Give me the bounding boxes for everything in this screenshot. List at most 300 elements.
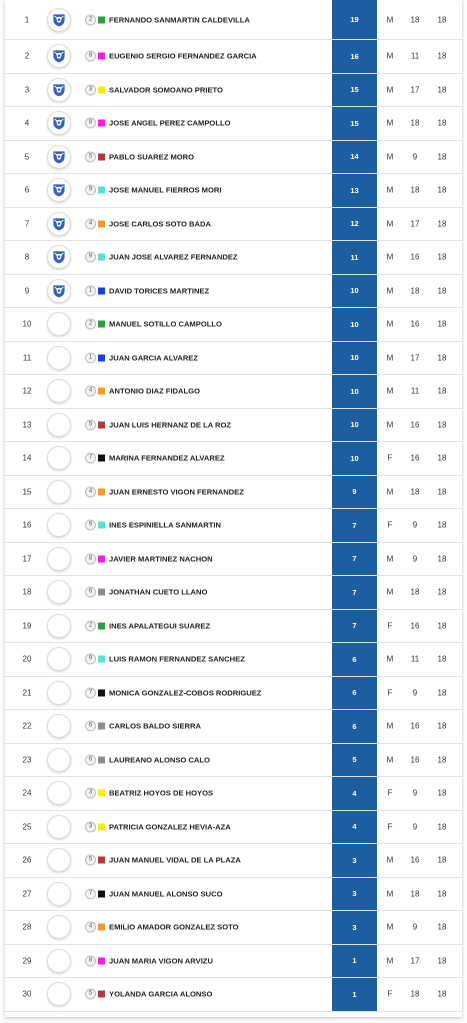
group-color-swatch bbox=[98, 756, 105, 763]
player-name[interactable]: JUAN GARCIA ALVAREZ bbox=[109, 353, 199, 363]
table-row[interactable] bbox=[5, 576, 462, 610]
club-logo-avatar bbox=[47, 748, 71, 772]
group-color-swatch bbox=[98, 790, 105, 797]
table-row[interactable] bbox=[5, 878, 462, 912]
group-color-swatch bbox=[98, 53, 105, 60]
column-value-2: 18 bbox=[437, 755, 447, 765]
score-cell: 6 bbox=[332, 643, 377, 676]
column-value-2: 18 bbox=[437, 788, 447, 798]
club-logo-avatar bbox=[47, 848, 71, 872]
column-value-2: 18 bbox=[437, 51, 447, 61]
table-row[interactable] bbox=[5, 308, 462, 342]
group-badge: 9 bbox=[85, 252, 96, 263]
table-row[interactable] bbox=[5, 610, 462, 644]
column-value-2: 18 bbox=[437, 487, 447, 497]
column-value-1: 16 bbox=[410, 721, 420, 731]
player-name[interactable]: JUAN MANUEL VIDAL DE LA PLAZA bbox=[109, 855, 241, 865]
club-crest-icon bbox=[51, 115, 67, 131]
table-row[interactable] bbox=[5, 643, 462, 677]
player-name[interactable]: INES APALATEGUI SUAREZ bbox=[109, 621, 211, 631]
player-name[interactable]: MANUEL SOTILLO CAMPOLLO bbox=[109, 319, 222, 329]
player-name[interactable]: JOSE CARLOS SOTO BADA bbox=[109, 219, 211, 229]
group-color-swatch bbox=[98, 153, 105, 160]
group-badge: 6 bbox=[85, 587, 96, 598]
score-cell: 11 bbox=[332, 241, 377, 274]
club-logo-avatar bbox=[47, 212, 71, 236]
column-value-2: 18 bbox=[437, 956, 447, 966]
table-row[interactable] bbox=[5, 777, 462, 811]
gender-cell: M bbox=[386, 252, 394, 262]
group-badge: 8 bbox=[85, 51, 96, 62]
score-cell: 4 bbox=[332, 777, 377, 810]
club-logo-avatar bbox=[47, 714, 71, 738]
column-value-2: 18 bbox=[437, 554, 447, 564]
group-badge: 6 bbox=[85, 721, 96, 732]
club-logo-avatar bbox=[47, 513, 71, 537]
club-logo-avatar bbox=[47, 614, 71, 638]
table-row[interactable] bbox=[5, 744, 462, 778]
rank-number: 8 bbox=[24, 252, 30, 262]
player-name[interactable]: JUAN JOSE ALVAREZ FERNANDEZ bbox=[109, 252, 238, 262]
club-logo-avatar bbox=[47, 446, 71, 470]
club-logo-avatar bbox=[47, 44, 71, 68]
gender-cell: F bbox=[387, 688, 393, 698]
column-value-1: 18 bbox=[410, 185, 420, 195]
club-crest-icon bbox=[51, 12, 67, 28]
column-value-2: 18 bbox=[437, 822, 447, 832]
gender-cell: M bbox=[386, 185, 394, 195]
group-color-swatch bbox=[98, 622, 105, 629]
gender-cell: M bbox=[386, 353, 394, 363]
column-value-2: 18 bbox=[437, 855, 447, 865]
player-name[interactable]: LAUREANO ALONSO CALO bbox=[109, 755, 210, 765]
score-cell: 7 bbox=[332, 610, 377, 643]
table-row[interactable] bbox=[5, 677, 462, 711]
column-value-1: 9 bbox=[412, 688, 418, 698]
player-name[interactable]: JUAN LUIS HERNANZ DE LA ROZ bbox=[109, 420, 232, 430]
group-badge: 9 bbox=[85, 185, 96, 196]
club-crest-icon bbox=[51, 182, 67, 198]
score-cell: 14 bbox=[332, 141, 377, 174]
group-badge: 4 bbox=[85, 386, 96, 397]
column-value-2: 18 bbox=[437, 721, 447, 731]
club-logo-avatar bbox=[47, 379, 71, 403]
player-name[interactable]: JAVIER MARTINEZ NACHON bbox=[109, 554, 213, 564]
club-crest-icon bbox=[51, 82, 67, 98]
club-logo-avatar bbox=[47, 580, 71, 604]
club-logo-avatar bbox=[47, 279, 71, 303]
rank-number: 23 bbox=[22, 755, 32, 765]
group-color-swatch bbox=[98, 16, 105, 23]
rank-number: 22 bbox=[22, 721, 32, 731]
gender-cell: M bbox=[386, 654, 394, 664]
player-name[interactable]: JUAN ERNESTO VIGON FERNANDEZ bbox=[109, 487, 244, 497]
rank-number: 30 bbox=[22, 989, 32, 999]
rank-number: 27 bbox=[22, 889, 32, 899]
gender-cell: F bbox=[387, 822, 393, 832]
group-color-swatch bbox=[98, 589, 105, 596]
club-logo-avatar bbox=[47, 647, 71, 671]
group-color-swatch bbox=[98, 488, 105, 495]
player-name[interactable]: CARLOS BALDO SIERRA bbox=[109, 721, 201, 731]
column-value-2: 18 bbox=[437, 319, 447, 329]
rank-number: 26 bbox=[22, 855, 32, 865]
table-row[interactable] bbox=[5, 107, 462, 141]
leaderboard-table bbox=[5, 0, 462, 1012]
rank-number: 18 bbox=[22, 587, 32, 597]
group-color-swatch bbox=[98, 321, 105, 328]
club-logo-avatar bbox=[47, 681, 71, 705]
score-cell: 19 bbox=[332, 0, 377, 39]
rank-number: 7 bbox=[24, 219, 30, 229]
club-crest-icon bbox=[51, 149, 67, 165]
gender-cell: M bbox=[386, 15, 394, 24]
table-row[interactable] bbox=[5, 911, 462, 945]
player-name[interactable]: MONICA GONZALEZ-COBOS RODRIGUEZ bbox=[109, 688, 262, 698]
score-cell: 13 bbox=[332, 174, 377, 207]
table-row[interactable] bbox=[5, 844, 462, 878]
gender-cell: F bbox=[387, 621, 393, 631]
gender-cell: M bbox=[386, 956, 394, 966]
club-logo-avatar bbox=[47, 178, 71, 202]
column-value-2: 18 bbox=[437, 989, 447, 999]
group-color-swatch bbox=[98, 723, 105, 730]
table-row[interactable] bbox=[5, 40, 462, 74]
rank-number: 1 bbox=[24, 15, 30, 24]
column-value-1: 9 bbox=[412, 788, 418, 798]
player-name[interactable]: EUGENIO SERGIO FERNANDEZ GARCIA bbox=[109, 51, 257, 61]
rank-number: 6 bbox=[24, 185, 30, 195]
table-row[interactable] bbox=[5, 476, 462, 510]
gender-cell: M bbox=[386, 51, 394, 61]
column-value-1: 9 bbox=[412, 152, 418, 162]
club-logo-avatar bbox=[47, 111, 71, 135]
group-badge: 4 bbox=[85, 486, 96, 497]
group-color-swatch bbox=[98, 254, 105, 261]
club-logo-avatar bbox=[47, 8, 71, 32]
table-row[interactable] bbox=[5, 241, 462, 275]
column-value-1: 18 bbox=[410, 118, 420, 128]
gender-cell: M bbox=[386, 420, 394, 430]
group-badge: 5 bbox=[85, 151, 96, 162]
column-value-2: 18 bbox=[437, 688, 447, 698]
column-value-1: 16 bbox=[410, 621, 420, 631]
club-logo-avatar bbox=[47, 982, 71, 1006]
column-value-1: 17 bbox=[410, 219, 420, 229]
gender-cell: F bbox=[387, 989, 393, 999]
group-badge: 3 bbox=[85, 84, 96, 95]
rank-number: 9 bbox=[24, 286, 30, 296]
club-logo-avatar bbox=[47, 312, 71, 336]
table-row[interactable] bbox=[5, 74, 462, 108]
gender-cell: M bbox=[386, 487, 394, 497]
group-badge: 7 bbox=[85, 687, 96, 698]
rank-number: 3 bbox=[24, 85, 30, 95]
column-value-1: 16 bbox=[410, 453, 420, 463]
column-value-1: 9 bbox=[412, 554, 418, 564]
club-logo-avatar bbox=[47, 78, 71, 102]
column-value-2: 18 bbox=[437, 219, 447, 229]
group-color-swatch bbox=[98, 86, 105, 93]
player-name[interactable]: JOSE MANUEL FIERROS MORI bbox=[109, 185, 222, 195]
score-cell: 10 bbox=[332, 342, 377, 375]
table-row[interactable] bbox=[5, 409, 462, 443]
rank-number: 28 bbox=[22, 922, 32, 932]
group-badge: 1 bbox=[85, 352, 96, 363]
player-name[interactable]: SALVADOR SOMOANO PRIETO bbox=[109, 85, 223, 95]
player-name[interactable]: INES ESPINIELLA SANMARTIN bbox=[109, 520, 221, 530]
group-color-swatch bbox=[98, 187, 105, 194]
score-cell: 15 bbox=[332, 74, 377, 107]
gender-cell: F bbox=[387, 788, 393, 798]
gender-cell: M bbox=[386, 587, 394, 597]
column-value-1: 9 bbox=[412, 822, 418, 832]
group-color-swatch bbox=[98, 924, 105, 931]
group-badge: 2 bbox=[85, 14, 96, 25]
group-badge: 6 bbox=[85, 754, 96, 765]
club-crest-icon bbox=[51, 283, 67, 299]
group-badge: 7 bbox=[85, 453, 96, 464]
gender-cell: M bbox=[386, 85, 394, 95]
column-value-1: 18 bbox=[410, 487, 420, 497]
club-logo-avatar bbox=[47, 781, 71, 805]
column-value-2: 18 bbox=[437, 520, 447, 530]
score-cell: 10 bbox=[332, 275, 377, 308]
score-cell: 10 bbox=[332, 442, 377, 475]
gender-cell: M bbox=[386, 855, 394, 865]
column-value-1: 17 bbox=[410, 85, 420, 95]
group-badge: 8 bbox=[85, 553, 96, 564]
club-logo-avatar bbox=[47, 413, 71, 437]
gender-cell: F bbox=[387, 520, 393, 530]
rank-number: 16 bbox=[22, 520, 32, 530]
group-color-swatch bbox=[98, 388, 105, 395]
group-color-swatch bbox=[98, 689, 105, 696]
club-logo-avatar bbox=[47, 480, 71, 504]
gender-cell: M bbox=[386, 286, 394, 296]
player-name[interactable]: FERNANDO SANMARTIN CALDEVILLA bbox=[109, 15, 250, 24]
column-value-2: 18 bbox=[437, 252, 447, 262]
table-row[interactable] bbox=[5, 141, 462, 175]
group-color-swatch bbox=[98, 890, 105, 897]
player-name[interactable]: JUAN MANUEL ALONSO SUCO bbox=[109, 889, 223, 899]
score-cell: 6 bbox=[332, 710, 377, 743]
player-name[interactable]: EMILIO AMADOR GONZALEZ SOTO bbox=[109, 922, 239, 932]
table-row[interactable] bbox=[5, 811, 462, 845]
group-color-swatch bbox=[98, 555, 105, 562]
gender-cell: M bbox=[386, 922, 394, 932]
group-badge: 5 bbox=[85, 419, 96, 430]
score-cell: 6 bbox=[332, 677, 377, 710]
column-value-1: 11 bbox=[410, 51, 420, 61]
table-row[interactable] bbox=[5, 375, 462, 409]
score-cell: 10 bbox=[332, 409, 377, 442]
score-cell: 10 bbox=[332, 308, 377, 341]
club-logo-avatar bbox=[47, 547, 71, 571]
column-value-1: 18 bbox=[410, 889, 420, 899]
column-value-2: 18 bbox=[437, 621, 447, 631]
column-value-1: 16 bbox=[410, 252, 420, 262]
table-row[interactable] bbox=[5, 442, 462, 476]
player-name[interactable]: PABLO SUAREZ MORO bbox=[109, 152, 195, 162]
table-row[interactable] bbox=[5, 342, 462, 376]
column-value-2: 18 bbox=[437, 587, 447, 597]
table-row[interactable] bbox=[5, 174, 462, 208]
score-cell: 3 bbox=[332, 878, 377, 911]
column-value-1: 18 bbox=[410, 989, 420, 999]
score-cell: 4 bbox=[332, 811, 377, 844]
group-color-swatch bbox=[98, 991, 105, 998]
rank-number: 11 bbox=[22, 353, 32, 363]
group-badge: 5 bbox=[85, 855, 96, 866]
column-value-1: 18 bbox=[410, 15, 420, 24]
group-badge: 9 bbox=[85, 520, 96, 531]
gender-cell: M bbox=[386, 319, 394, 329]
score-cell: 7 bbox=[332, 576, 377, 609]
table-row[interactable] bbox=[5, 275, 462, 309]
rank-number: 21 bbox=[22, 688, 32, 698]
group-badge: 3 bbox=[85, 788, 96, 799]
gender-cell: M bbox=[386, 889, 394, 899]
rank-number: 4 bbox=[24, 118, 30, 128]
gender-cell: M bbox=[386, 152, 394, 162]
player-name[interactable]: PATRICIA GONZALEZ HEVIA-AZA bbox=[109, 822, 231, 832]
gender-cell: M bbox=[386, 386, 394, 396]
rank-number: 20 bbox=[22, 654, 32, 664]
rank-number: 5 bbox=[24, 152, 30, 162]
rank-number: 19 bbox=[22, 621, 32, 631]
rank-number: 14 bbox=[22, 453, 32, 463]
player-name[interactable]: JUAN MARIA VIGON ARVIZU bbox=[109, 956, 213, 966]
group-color-swatch bbox=[98, 220, 105, 227]
group-color-swatch bbox=[98, 522, 105, 529]
club-crest-icon bbox=[51, 48, 67, 64]
player-name[interactable]: JONATHAN CUETO LLANO bbox=[109, 587, 208, 597]
score-cell: 7 bbox=[332, 543, 377, 576]
column-value-1: 18 bbox=[410, 286, 420, 296]
club-logo-avatar bbox=[47, 815, 71, 839]
column-value-2: 18 bbox=[437, 118, 447, 128]
player-name[interactable]: DAVID TORICES MARTINEZ bbox=[109, 286, 210, 296]
score-cell: 5 bbox=[332, 744, 377, 777]
column-value-2: 18 bbox=[437, 15, 447, 24]
column-value-2: 18 bbox=[437, 152, 447, 162]
score-cell: 12 bbox=[332, 208, 377, 241]
group-badge: 4 bbox=[85, 922, 96, 933]
group-color-swatch bbox=[98, 656, 105, 663]
rank-number: 12 bbox=[22, 386, 32, 396]
column-value-1: 16 bbox=[410, 855, 420, 865]
score-cell: 7 bbox=[332, 509, 377, 542]
rank-number: 15 bbox=[22, 487, 32, 497]
group-badge: 1 bbox=[85, 285, 96, 296]
column-value-2: 18 bbox=[437, 286, 447, 296]
rank-number: 17 bbox=[22, 554, 32, 564]
group-badge: 7 bbox=[85, 888, 96, 899]
gender-cell: M bbox=[386, 118, 394, 128]
group-badge: 5 bbox=[85, 989, 96, 1000]
column-value-2: 18 bbox=[437, 922, 447, 932]
club-logo-avatar bbox=[47, 145, 71, 169]
group-color-swatch bbox=[98, 823, 105, 830]
rank-number: 13 bbox=[22, 420, 32, 430]
score-cell: 10 bbox=[332, 375, 377, 408]
club-crest-icon bbox=[51, 216, 67, 232]
club-logo-avatar bbox=[47, 915, 71, 939]
gender-cell: M bbox=[386, 554, 394, 564]
player-name[interactable]: BEATRIZ HOYOS DE HOYOS bbox=[109, 788, 214, 798]
group-badge: 8 bbox=[85, 955, 96, 966]
column-value-2: 18 bbox=[437, 185, 447, 195]
score-cell: 16 bbox=[332, 40, 377, 73]
club-logo-avatar bbox=[47, 346, 71, 370]
gender-cell: F bbox=[387, 453, 393, 463]
column-value-1: 16 bbox=[410, 319, 420, 329]
rank-number: 29 bbox=[22, 956, 32, 966]
table-row[interactable] bbox=[5, 710, 462, 744]
score-cell: 15 bbox=[332, 107, 377, 140]
column-value-1: 17 bbox=[410, 353, 420, 363]
group-color-swatch bbox=[98, 120, 105, 127]
rank-number: 24 bbox=[22, 788, 32, 798]
column-value-2: 18 bbox=[437, 420, 447, 430]
column-value-2: 18 bbox=[437, 889, 447, 899]
score-cell: 3 bbox=[332, 844, 377, 877]
table-row[interactable] bbox=[5, 0, 462, 40]
club-logo-avatar bbox=[47, 882, 71, 906]
group-color-swatch bbox=[98, 354, 105, 361]
gender-cell: M bbox=[386, 755, 394, 765]
table-row[interactable] bbox=[5, 543, 462, 577]
club-crest-icon bbox=[51, 249, 67, 265]
score-cell: 3 bbox=[332, 911, 377, 944]
score-cell: 9 bbox=[332, 476, 377, 509]
column-value-2: 18 bbox=[437, 453, 447, 463]
table-row[interactable] bbox=[5, 208, 462, 242]
column-value-1: 9 bbox=[412, 520, 418, 530]
column-value-1: 11 bbox=[410, 386, 420, 396]
gender-cell: M bbox=[386, 219, 394, 229]
column-value-1: 11 bbox=[410, 654, 420, 664]
player-name[interactable]: JOSE ANGEL PEREZ CAMPOLLO bbox=[109, 118, 231, 128]
group-badge: 4 bbox=[85, 218, 96, 229]
player-name[interactable]: YOLANDA GARCIA ALONSO bbox=[109, 989, 213, 999]
score-cell: 1 bbox=[332, 945, 377, 978]
leaderboard-card bbox=[5, 0, 462, 1017]
group-badge: 2 bbox=[85, 620, 96, 631]
player-name[interactable]: LUIS RAMON FERNANDEZ SANCHEZ bbox=[109, 654, 245, 664]
group-badge: 3 bbox=[85, 821, 96, 832]
club-logo-avatar bbox=[47, 949, 71, 973]
column-value-1: 16 bbox=[410, 420, 420, 430]
rank-number: 2 bbox=[24, 51, 30, 61]
column-value-2: 18 bbox=[437, 85, 447, 95]
player-name[interactable]: MARINA FERNANDEZ ALVAREZ bbox=[109, 453, 225, 463]
player-name[interactable]: ANTONIO DIAZ FIDALGO bbox=[109, 386, 200, 396]
club-logo-avatar bbox=[47, 245, 71, 269]
table-row[interactable] bbox=[5, 978, 462, 1012]
group-badge: 2 bbox=[85, 319, 96, 330]
table-row[interactable] bbox=[5, 945, 462, 979]
column-value-1: 17 bbox=[410, 956, 420, 966]
column-value-2: 18 bbox=[437, 654, 447, 664]
rank-number: 10 bbox=[22, 319, 32, 329]
table-row[interactable] bbox=[5, 509, 462, 543]
group-badge: 9 bbox=[85, 654, 96, 665]
rank-number: 25 bbox=[22, 822, 32, 832]
column-value-1: 18 bbox=[410, 587, 420, 597]
score-cell: 1 bbox=[332, 978, 377, 1011]
